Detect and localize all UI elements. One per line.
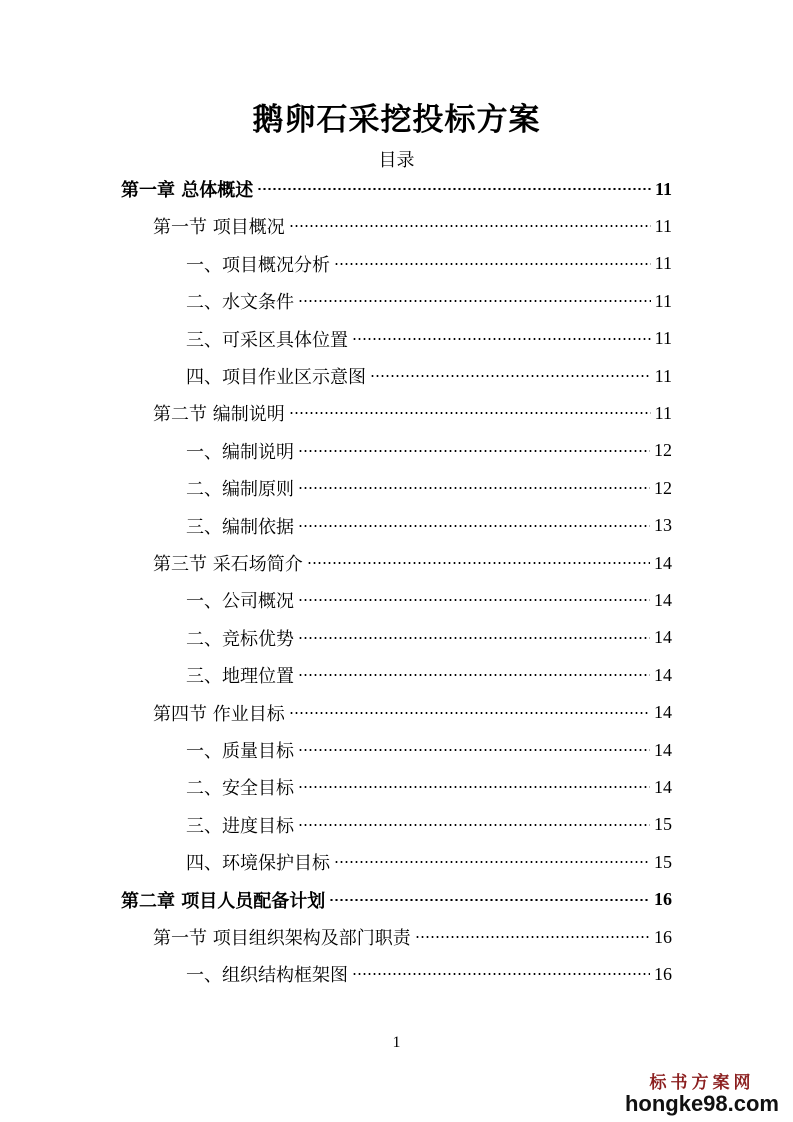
dot-leader xyxy=(298,786,650,788)
watermark-site-name: 标书方案网 xyxy=(649,1073,755,1093)
toc-entry-label: 一、组织结构框架图 xyxy=(186,965,348,987)
toc-entry-page: 11 xyxy=(654,178,672,199)
toc-entry-label: 第三节 采石场简介 xyxy=(153,554,303,575)
document-title: 鹅卵石采挖投标方案 xyxy=(252,102,541,138)
dot-leader xyxy=(298,824,650,826)
toc-entry-label: 二、编制原则 xyxy=(186,479,294,501)
toc-entry-page: 12 xyxy=(654,440,672,461)
toc-entry[interactable] xyxy=(153,548,672,578)
watermark-url: hongke98.com xyxy=(624,1091,779,1116)
dot-leader xyxy=(298,599,650,601)
toc-entry-page: 14 xyxy=(654,702,672,723)
toc-entry-page: 16 xyxy=(654,963,672,984)
toc-entry[interactable] xyxy=(186,473,672,503)
dot-leader xyxy=(415,936,650,938)
toc-entry-label: 四、项目作业区示意图 xyxy=(186,367,366,388)
watermark xyxy=(625,1068,779,1117)
toc-entry-label: 一、编制说明 xyxy=(186,441,294,463)
toc-entry-label: 三、可采区具体位置 xyxy=(186,329,348,351)
toc-entry-page: 16 xyxy=(654,926,672,947)
toc-entry-page: 11 xyxy=(654,402,672,423)
dot-leader xyxy=(298,525,650,527)
toc-entry-label: 三、地理位置 xyxy=(186,666,294,688)
toc-entry[interactable] xyxy=(186,249,672,279)
toc-heading: 目录 xyxy=(378,150,415,171)
toc-entry-page: 14 xyxy=(654,552,672,573)
dot-leader xyxy=(298,300,651,302)
dot-leader xyxy=(334,861,650,863)
dot-leader xyxy=(352,973,650,975)
toc-entry-label: 四、环境保护目标 xyxy=(186,853,330,875)
toc-entry-page: 14 xyxy=(654,627,672,648)
dot-leader xyxy=(298,487,650,489)
toc-entry-page: 13 xyxy=(654,515,672,536)
dot-leader xyxy=(298,749,650,751)
toc-entry[interactable] xyxy=(186,810,672,840)
toc-entry-page: 14 xyxy=(654,739,672,760)
dot-leader xyxy=(289,225,651,227)
toc-entry-page: 15 xyxy=(654,814,672,835)
toc-entry-label: 三、编制依据 xyxy=(186,516,294,538)
toc-entry-label: 第二节 编制说明 xyxy=(153,404,285,426)
toc-entry-label: 第四节 作业目标 xyxy=(153,703,285,725)
toc-entry-label: 一、公司概况 xyxy=(186,591,294,613)
dot-leader xyxy=(289,412,651,414)
toc-entry-label: 一、质量目标 xyxy=(186,741,294,762)
toc-entry-page: 15 xyxy=(654,851,672,872)
dot-leader xyxy=(257,188,651,190)
toc-entry-label: 二、安全目标 xyxy=(186,778,294,800)
toc-entry[interactable] xyxy=(153,922,672,952)
toc-entry[interactable] xyxy=(186,623,672,653)
page-number: 1 xyxy=(392,1034,401,1051)
toc-entry[interactable] xyxy=(186,511,672,541)
toc-entry-page: 11 xyxy=(654,215,672,236)
toc-entry[interactable] xyxy=(121,174,672,204)
toc-entry-label: 二、水文条件 xyxy=(186,292,294,314)
toc-entry-page: 11 xyxy=(654,365,672,386)
toc-entry-label: 二、竞标优势 xyxy=(186,628,294,650)
toc-entry-label: 第一节 项目组织架构及部门职责 xyxy=(153,928,411,949)
toc-entry-page: 11 xyxy=(654,253,672,274)
toc-entry[interactable] xyxy=(186,585,672,615)
toc-entry[interactable] xyxy=(153,211,672,241)
toc-entry[interactable] xyxy=(186,735,672,765)
toc-entry[interactable] xyxy=(186,772,672,802)
toc-entry-page: 14 xyxy=(654,589,672,610)
toc-entry-label: 第一章 总体概述 xyxy=(121,180,254,201)
dot-leader xyxy=(370,375,651,377)
toc-entry-page: 11 xyxy=(654,290,672,311)
toc-entry[interactable] xyxy=(121,885,672,915)
toc-entry-label: 三、进度目标 xyxy=(186,815,294,837)
dot-leader xyxy=(329,899,650,901)
toc-entry-page: 14 xyxy=(654,664,672,685)
toc-entry-label: 一、项目概况分析 xyxy=(186,254,330,276)
toc-entry-page: 12 xyxy=(654,477,672,498)
dot-leader xyxy=(298,674,650,676)
toc-entry-page: 14 xyxy=(654,776,672,797)
toc-entry-page: 16 xyxy=(654,889,672,910)
dot-leader xyxy=(334,263,651,265)
toc-entry[interactable] xyxy=(186,959,672,989)
dot-leader xyxy=(307,562,650,564)
toc-entry[interactable] xyxy=(186,361,672,391)
toc-entry-label: 第二章 项目人员配备计划 xyxy=(121,890,326,912)
toc-entry[interactable] xyxy=(186,286,672,316)
toc-entry[interactable] xyxy=(186,324,672,354)
toc-entry[interactable] xyxy=(186,436,672,466)
toc-entry-page: 11 xyxy=(654,328,672,349)
dot-leader xyxy=(298,637,650,639)
dot-leader xyxy=(289,712,650,714)
dot-leader xyxy=(352,338,651,340)
toc-entry[interactable] xyxy=(153,398,672,428)
dot-leader xyxy=(298,450,650,452)
toc-entry-label: 第一节 项目概况 xyxy=(153,217,285,239)
toc-entry[interactable] xyxy=(186,847,672,877)
toc-entry[interactable] xyxy=(186,660,672,690)
toc-entry[interactable] xyxy=(153,698,672,728)
